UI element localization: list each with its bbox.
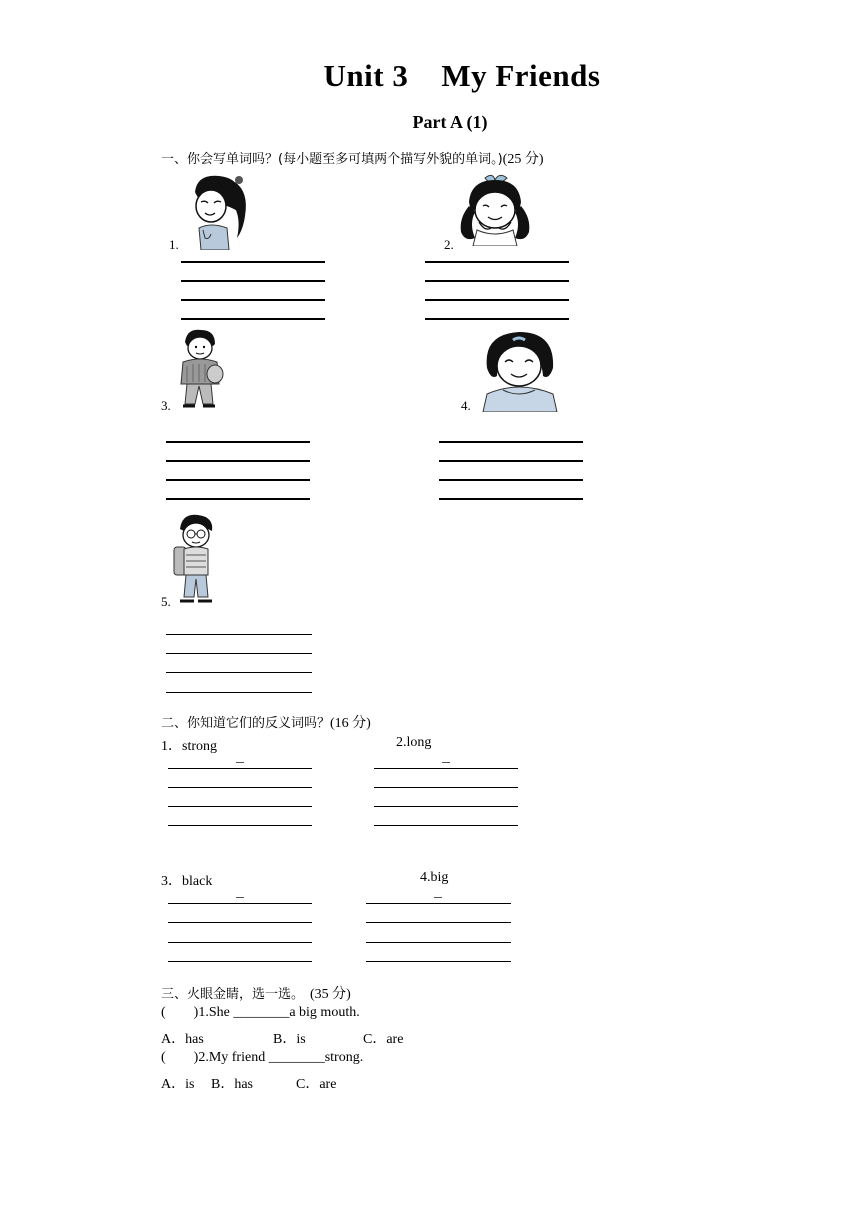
boy-sweater-icon	[175, 328, 225, 410]
dash-mark	[236, 897, 244, 898]
question-1-option-a[interactable]: A．has	[161, 1032, 204, 1047]
antonym-word: long	[406, 735, 432, 750]
item1-number: 1.	[169, 237, 179, 252]
antonym-item-2	[396, 735, 431, 751]
question-2-stem: ( )2.My friend ________strong.	[161, 1050, 364, 1065]
answer-line[interactable]	[366, 942, 511, 943]
antonym-number: 1．	[161, 739, 182, 754]
item5-number: 5.	[161, 594, 171, 609]
antonym-number: 3．	[161, 874, 182, 889]
answer-line[interactable]	[374, 787, 518, 788]
answer-line[interactable]	[168, 961, 312, 962]
answer-line[interactable]	[168, 942, 312, 943]
answer-line[interactable]	[439, 460, 583, 462]
antonym-item-4	[420, 870, 448, 886]
answer-line[interactable]	[439, 441, 583, 443]
girl-short-hair-icon	[473, 328, 567, 412]
page-title: Unit 3 My Friends	[323, 58, 601, 93]
answer-line[interactable]	[181, 261, 325, 263]
answer-line[interactable]	[166, 460, 310, 462]
answer-line[interactable]	[366, 961, 511, 962]
item3-number: 3.	[161, 398, 171, 413]
answer-line[interactable]	[166, 672, 312, 673]
answer-line[interactable]	[168, 922, 312, 923]
section3-score: (35 分)	[310, 987, 351, 1002]
answer-line[interactable]	[425, 299, 569, 301]
answer-line[interactable]	[439, 498, 583, 500]
dash-mark	[434, 897, 442, 898]
answer-line[interactable]	[181, 280, 325, 282]
answer-line[interactable]	[166, 441, 310, 443]
page-subtitle: Part A (1)	[412, 112, 488, 132]
answer-line[interactable]	[168, 787, 312, 788]
item4-number: 4.	[461, 398, 471, 413]
antonym-item-3	[161, 870, 212, 890]
question-1-stem: ( )1.She ________a big mouth.	[161, 1005, 360, 1020]
girl-ponytail-icon	[179, 172, 253, 250]
answer-line[interactable]	[166, 692, 312, 693]
antonym-word: strong	[182, 739, 217, 754]
antonym-number: 2.	[396, 735, 407, 750]
answer-line[interactable]	[374, 825, 518, 826]
answer-line[interactable]	[166, 479, 310, 481]
answer-line[interactable]	[374, 806, 518, 807]
section1-score: (25 分)	[502, 152, 544, 167]
antonym-number: 4.	[420, 870, 431, 885]
boy-glasses-backpack-icon	[172, 513, 218, 605]
answer-line[interactable]	[168, 806, 312, 807]
section2-title-text: 二、你知道它们的反义词吗？	[161, 716, 331, 731]
answer-line[interactable]	[166, 498, 310, 500]
section1-title-text: 一、你会写单词吗？(每小题至多可填两个描写外貌的单词。)	[161, 152, 503, 167]
answer-line[interactable]	[374, 768, 518, 769]
answer-line[interactable]	[425, 318, 569, 320]
answer-line[interactable]	[366, 903, 511, 904]
answer-line[interactable]	[168, 825, 312, 826]
dash-mark	[236, 762, 244, 763]
answer-line[interactable]	[425, 261, 569, 263]
answer-line[interactable]	[166, 634, 312, 635]
answer-line[interactable]	[168, 768, 312, 769]
section2-score: (16 分)	[330, 716, 371, 731]
answer-line[interactable]	[425, 280, 569, 282]
antonym-item-1	[161, 735, 217, 755]
section1-title	[161, 148, 543, 168]
answer-line[interactable]	[168, 903, 312, 904]
answer-line[interactable]	[181, 299, 325, 301]
item2-number: 2.	[444, 237, 454, 252]
answer-line[interactable]	[439, 479, 583, 481]
answer-line[interactable]	[181, 318, 325, 320]
antonym-word: black	[182, 874, 213, 889]
question-2-option-b[interactable]: B．has	[211, 1077, 253, 1092]
girl-bow-pigtails-icon	[455, 172, 535, 246]
question-2-option-c[interactable]: C．are	[296, 1077, 337, 1092]
section3-title-text: 三、火眼金睛，选一选。	[161, 987, 305, 1002]
section3-title	[161, 983, 351, 1003]
answer-line[interactable]	[366, 922, 511, 923]
section2-title	[161, 712, 371, 732]
answer-line[interactable]	[166, 653, 312, 654]
question-1-option-b[interactable]: B．is	[273, 1032, 306, 1047]
antonym-word: big	[430, 870, 449, 885]
question-2-option-a[interactable]: A．is	[161, 1077, 195, 1092]
question-1-option-c[interactable]: C．are	[363, 1032, 404, 1047]
dash-mark	[442, 762, 450, 763]
